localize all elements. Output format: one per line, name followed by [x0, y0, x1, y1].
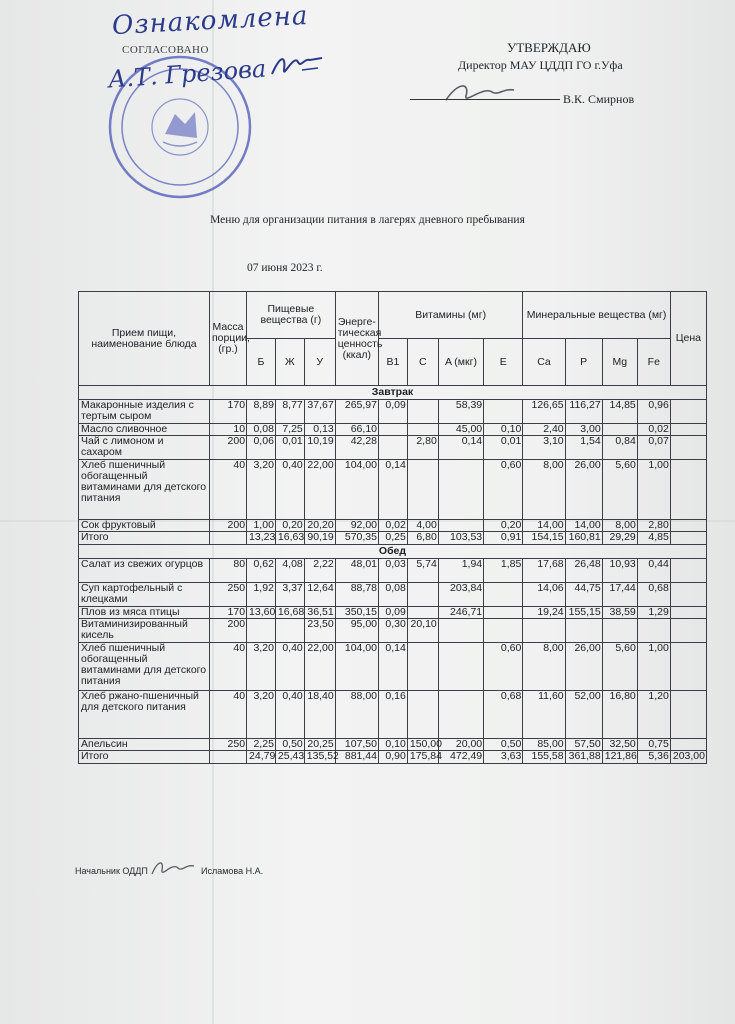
cell-a: 1,94: [438, 559, 483, 583]
header-meal: Прием пищи, наименование блюда: [79, 292, 210, 386]
cell-mg: 8,00: [602, 520, 637, 532]
header-fat: Ж: [275, 339, 304, 386]
cell-zh: 16,68: [275, 607, 304, 619]
header-fe: Fe: [637, 339, 670, 386]
cell-b: 3,20: [247, 460, 276, 520]
cell-ca: 14,00: [523, 520, 565, 532]
cell-mg: 0,84: [602, 436, 637, 460]
cell-name: Масло сливочное: [79, 424, 210, 436]
cell-p: 1,54: [565, 436, 602, 460]
cell-fe: 0,07: [637, 436, 670, 460]
cell-b: 13,60: [247, 607, 276, 619]
section-row: [79, 386, 707, 400]
cell-e: [484, 583, 523, 607]
approve-director: Директор МАУ ЦДДП ГО г.Уфа: [458, 58, 623, 72]
cell-e: 0,60: [484, 643, 523, 691]
cell-ca: 3,10: [523, 436, 565, 460]
cell-mg: 17,44: [602, 583, 637, 607]
cell-mass: 170: [209, 607, 246, 619]
cell-fe: 1,29: [637, 607, 670, 619]
cell-e: 1,85: [484, 559, 523, 583]
cell-price: [670, 691, 706, 739]
cell-price: [670, 559, 706, 583]
cell-mass: 40: [209, 643, 246, 691]
cell-c: 175,84: [407, 751, 438, 764]
cell-fe: 2,80: [637, 520, 670, 532]
cell-price: [670, 607, 706, 619]
cell-c: [407, 460, 438, 520]
cell-name: Итого: [79, 751, 210, 764]
cell-ca: 19,24: [523, 607, 565, 619]
approve-name: В.К. Смирнов: [563, 92, 635, 106]
section-title: Завтрак: [79, 386, 707, 400]
menu-table: [78, 291, 707, 764]
cell-u: 22,00: [304, 460, 335, 520]
cell-b1: 0,08: [379, 583, 408, 607]
cell-b: 0,62: [247, 559, 276, 583]
cell-name: Хлеб пшеничный обогащенный витаминами для детского питания: [79, 460, 210, 520]
cell-name: Суп картофельный с клецками: [79, 583, 210, 607]
cell-c: [407, 643, 438, 691]
cell-p: 116,27: [565, 400, 602, 424]
header-c: C: [407, 339, 438, 386]
cell-c: 4,00: [407, 520, 438, 532]
cell-b: 0,06: [247, 436, 276, 460]
cell-mass: 250: [209, 739, 246, 751]
cell-price: [670, 739, 706, 751]
cell-mg: 5,60: [602, 643, 637, 691]
handwritten-note: Ознакомлена: [111, 0, 310, 42]
cell-name: Апельсин: [79, 739, 210, 751]
footer-name: Исламова Н.А.: [201, 866, 264, 876]
total-row: [79, 751, 707, 764]
cell-ca: 14,06: [523, 583, 565, 607]
cell-name: Хлеб пшеничный обогащенный витаминами для детского питания: [79, 643, 210, 691]
cell-price: [670, 643, 706, 691]
cell-e: 0,20: [484, 520, 523, 532]
footer-position: Начальник ОДДП: [75, 866, 148, 876]
header-mg: Mg: [602, 339, 637, 386]
cell-u: 20,20: [304, 520, 335, 532]
header-ca: Ca: [523, 339, 565, 386]
cell-p: 44,75: [565, 583, 602, 607]
cell-u: 37,67: [304, 400, 335, 424]
table-row: [79, 436, 707, 460]
cell-mg: 10,93: [602, 559, 637, 583]
cell-mg: 14,85: [602, 400, 637, 424]
cell-b1: 0,14: [379, 460, 408, 520]
cell-b1: 0,09: [379, 607, 408, 619]
cell-a: [438, 619, 483, 643]
table-row: [79, 424, 707, 436]
cell-ca: [523, 619, 565, 643]
cell-ca: 8,00: [523, 460, 565, 520]
cell-e: 0,91: [484, 532, 523, 545]
cell-mg: 16,80: [602, 691, 637, 739]
cell-b1: [379, 436, 408, 460]
cell-a: [438, 520, 483, 532]
cell-e: [484, 400, 523, 424]
cell-fe: 4,85: [637, 532, 670, 545]
header-a: A (мкг): [438, 339, 483, 386]
cell-a: 45,00: [438, 424, 483, 436]
table-row: [79, 643, 707, 691]
document-title: Меню для организации питания в лагерях дневного пребывания: [210, 214, 525, 226]
cell-b1: 0,10: [379, 739, 408, 751]
cell-energy: 95,00: [335, 619, 378, 643]
cell-b: 0,08: [247, 424, 276, 436]
cell-e: 0,01: [484, 436, 523, 460]
header-mass: Масса порции, (гр.): [209, 292, 246, 386]
cell-energy: 570,35: [335, 532, 378, 545]
cell-name: Макаронные изделия с тертым сыром: [79, 400, 210, 424]
cell-zh: 3,37: [275, 583, 304, 607]
cell-mass: 80: [209, 559, 246, 583]
cell-name: Витаминизированный кисель: [79, 619, 210, 643]
cell-energy: 107,50: [335, 739, 378, 751]
signature-icon: [148, 856, 198, 882]
cell-mass: 170: [209, 400, 246, 424]
cell-price: [670, 424, 706, 436]
cell-p: 52,00: [565, 691, 602, 739]
cell-name: Чай с лимоном и сахаром: [79, 436, 210, 460]
cell-u: 23,50: [304, 619, 335, 643]
cell-b: 1,92: [247, 583, 276, 607]
cell-c: 20,10: [407, 619, 438, 643]
cell-a: 58,39: [438, 400, 483, 424]
cell-fe: 0,68: [637, 583, 670, 607]
header-minerals: Минеральные вещества (мг): [523, 292, 670, 339]
cell-e: 0,60: [484, 460, 523, 520]
cell-price: [670, 619, 706, 643]
cell-zh: 16,63: [275, 532, 304, 545]
cell-mass: 40: [209, 691, 246, 739]
cell-price: [670, 436, 706, 460]
cell-energy: 66,10: [335, 424, 378, 436]
cell-fe: 0,96: [637, 400, 670, 424]
cell-ca: 2,40: [523, 424, 565, 436]
cell-a: 246,71: [438, 607, 483, 619]
cell-fe: 1,00: [637, 460, 670, 520]
cell-fe: 5,36: [637, 751, 670, 764]
cell-name: Итого: [79, 532, 210, 545]
cell-b1: 0,30: [379, 619, 408, 643]
cell-b1: 0,25: [379, 532, 408, 545]
cell-mass: [209, 751, 246, 764]
cell-zh: 7,25: [275, 424, 304, 436]
cell-b: 13,23: [247, 532, 276, 545]
cell-mg: 29,29: [602, 532, 637, 545]
cell-c: 150,00: [407, 739, 438, 751]
cell-mass: 200: [209, 436, 246, 460]
cell-price: [670, 460, 706, 520]
cell-p: 361,88: [565, 751, 602, 764]
signature-name: А.Т. Грезова: [107, 54, 268, 94]
section-row: [79, 545, 707, 559]
cell-zh: 8,77: [275, 400, 304, 424]
table-row: [79, 607, 707, 619]
cell-c: [407, 583, 438, 607]
header-energy: Энерге-тическая ценность (ккал): [335, 292, 378, 386]
cell-b1: 0,16: [379, 691, 408, 739]
cell-price: [670, 583, 706, 607]
cell-mg: 121,86: [602, 751, 637, 764]
cell-ca: 155,58: [523, 751, 565, 764]
header-p: P: [565, 339, 602, 386]
cell-zh: 0,50: [275, 739, 304, 751]
cell-u: 10,19: [304, 436, 335, 460]
cell-u: 0,13: [304, 424, 335, 436]
cell-mass: 10: [209, 424, 246, 436]
cell-ca: 17,68: [523, 559, 565, 583]
cell-b: 1,00: [247, 520, 276, 532]
cell-p: 14,00: [565, 520, 602, 532]
cell-mg: [602, 424, 637, 436]
header-price: Цена: [670, 292, 706, 386]
cell-energy: 350,15: [335, 607, 378, 619]
table-row: [79, 520, 707, 532]
cell-b1: 0,03: [379, 559, 408, 583]
cell-zh: 0,20: [275, 520, 304, 532]
table-row: [79, 619, 707, 643]
cell-c: [407, 400, 438, 424]
cell-fe: 0,75: [637, 739, 670, 751]
cell-ca: 11,60: [523, 691, 565, 739]
cell-c: 2,80: [407, 436, 438, 460]
cell-fe: 0,02: [637, 424, 670, 436]
cell-u: 12,64: [304, 583, 335, 607]
cell-p: [565, 619, 602, 643]
cell-energy: 104,00: [335, 460, 378, 520]
cell-ca: 8,00: [523, 643, 565, 691]
approve-title: УТВЕРЖДАЮ: [507, 40, 591, 55]
section-title: Обед: [79, 545, 707, 559]
cell-p: 57,50: [565, 739, 602, 751]
table-row: [79, 583, 707, 607]
cell-fe: 1,20: [637, 691, 670, 739]
cell-p: 26,48: [565, 559, 602, 583]
cell-u: 2,22: [304, 559, 335, 583]
cell-ca: 126,65: [523, 400, 565, 424]
cell-energy: 104,00: [335, 643, 378, 691]
cell-mass: 250: [209, 583, 246, 607]
cell-b: 8,89: [247, 400, 276, 424]
cell-zh: 25,43: [275, 751, 304, 764]
cell-a: 203,84: [438, 583, 483, 607]
cell-c: [407, 691, 438, 739]
cell-mg: 32,50: [602, 739, 637, 751]
header-protein: Б: [247, 339, 276, 386]
agreed-label: СОГЛАСОВАНО: [122, 44, 209, 56]
header-b1: B1: [379, 339, 408, 386]
cell-b1: 0,14: [379, 643, 408, 691]
cell-energy: 88,00: [335, 691, 378, 739]
header-vitamins: Витамины (мг): [379, 292, 523, 339]
cell-e: [484, 607, 523, 619]
cell-e: 0,10: [484, 424, 523, 436]
cell-energy: 881,44: [335, 751, 378, 764]
cell-a: 472,49: [438, 751, 483, 764]
table-row: [79, 739, 707, 751]
header-e: E: [484, 339, 523, 386]
menu-body: [79, 386, 707, 764]
cell-fe: 0,44: [637, 559, 670, 583]
cell-p: 26,00: [565, 643, 602, 691]
cell-energy: 92,00: [335, 520, 378, 532]
cell-b: 3,20: [247, 691, 276, 739]
cell-u: 135,52: [304, 751, 335, 764]
cell-u: 22,00: [304, 643, 335, 691]
cell-c: [407, 424, 438, 436]
cell-e: 0,50: [484, 739, 523, 751]
document-date: 07 июня 2023 г.: [247, 262, 323, 274]
cell-a: 0,14: [438, 436, 483, 460]
cell-price: [670, 532, 706, 545]
cell-mass: 200: [209, 520, 246, 532]
cell-energy: 42,28: [335, 436, 378, 460]
cell-p: 160,81: [565, 532, 602, 545]
cell-a: 103,53: [438, 532, 483, 545]
header-carbs: У: [304, 339, 335, 386]
cell-e: [484, 619, 523, 643]
cell-ca: 85,00: [523, 739, 565, 751]
cell-zh: 0,40: [275, 643, 304, 691]
cell-zh: [275, 619, 304, 643]
cell-name: Хлеб ржано-пшеничный для детского питания: [79, 691, 210, 739]
cell-e: 0,68: [484, 691, 523, 739]
cell-p: 26,00: [565, 460, 602, 520]
cell-a: [438, 460, 483, 520]
total-row: [79, 532, 707, 545]
cell-u: 36,51: [304, 607, 335, 619]
table-header-row: [79, 292, 707, 339]
cell-name: Сок фруктовый: [79, 520, 210, 532]
cell-b: 2,25: [247, 739, 276, 751]
cell-a: [438, 643, 483, 691]
cell-price: [670, 400, 706, 424]
cell-mg: 5,60: [602, 460, 637, 520]
cell-b1: [379, 424, 408, 436]
cell-mass: 200: [209, 619, 246, 643]
cell-zh: 0,40: [275, 691, 304, 739]
table-row: [79, 460, 707, 520]
cell-b1: 0,90: [379, 751, 408, 764]
cell-fe: 1,00: [637, 643, 670, 691]
cell-zh: 4,08: [275, 559, 304, 583]
cell-name: Салат из свежих огурцов: [79, 559, 210, 583]
cell-energy: 265,97: [335, 400, 378, 424]
cell-p: 155,15: [565, 607, 602, 619]
cell-price: [670, 520, 706, 532]
cell-name: Плов из мяса птицы: [79, 607, 210, 619]
cell-zh: 0,01: [275, 436, 304, 460]
cell-c: 5,74: [407, 559, 438, 583]
cell-b: [247, 619, 276, 643]
table-row: [79, 559, 707, 583]
cell-c: 6,80: [407, 532, 438, 545]
cell-c: [407, 607, 438, 619]
table-row: [79, 400, 707, 424]
cell-energy: 48,01: [335, 559, 378, 583]
header-nutrients: Пищевые вещества (г): [247, 292, 336, 339]
cell-p: 3,00: [565, 424, 602, 436]
cell-e: 3,63: [484, 751, 523, 764]
cell-mg: [602, 619, 637, 643]
cell-mass: 40: [209, 460, 246, 520]
cell-a: 20,00: [438, 739, 483, 751]
cell-price: 203,00: [670, 751, 706, 764]
cell-fe: [637, 619, 670, 643]
cell-b: 3,20: [247, 643, 276, 691]
signature-line: [410, 99, 560, 100]
cell-u: 20,25: [304, 739, 335, 751]
cell-u: 18,40: [304, 691, 335, 739]
cell-a: [438, 691, 483, 739]
signature-icon: [268, 48, 328, 84]
cell-mg: 38,59: [602, 607, 637, 619]
director-signature-icon: [440, 78, 520, 112]
cell-b: 24,79: [247, 751, 276, 764]
cell-u: 90,19: [304, 532, 335, 545]
cell-b1: 0,09: [379, 400, 408, 424]
cell-zh: 0,40: [275, 460, 304, 520]
cell-energy: 88,78: [335, 583, 378, 607]
cell-ca: 154,15: [523, 532, 565, 545]
cell-b1: 0,02: [379, 520, 408, 532]
table-row: [79, 691, 707, 739]
cell-mass: [209, 532, 246, 545]
